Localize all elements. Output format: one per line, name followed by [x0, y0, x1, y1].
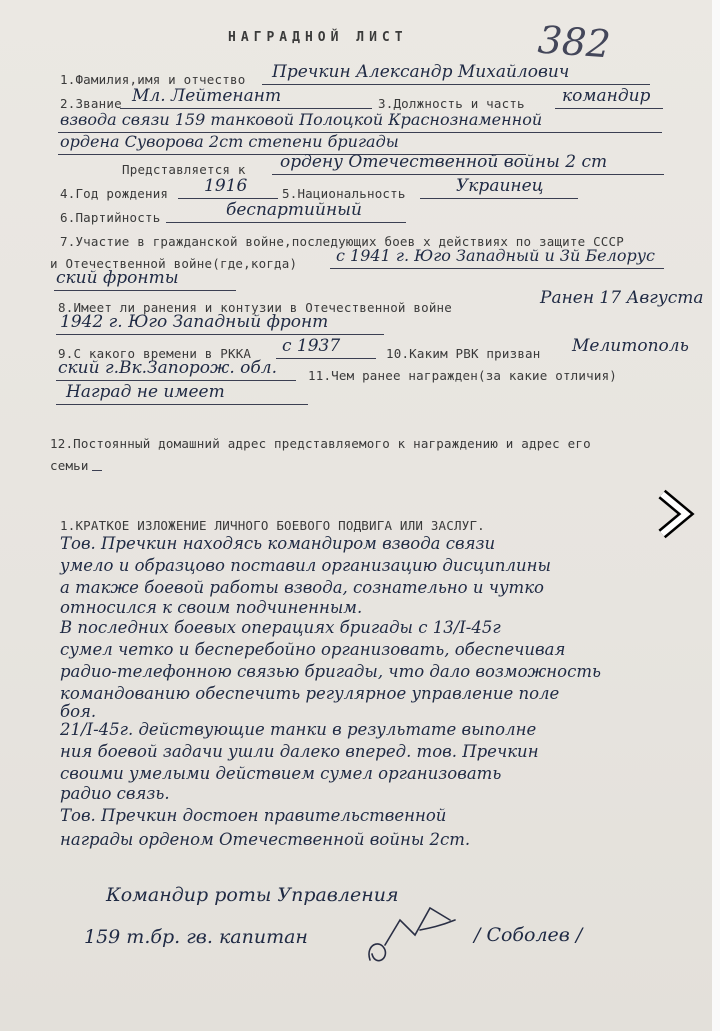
body-line: сумел четко и бесперебойно организовать, обеспечивая	[60, 640, 566, 659]
handwritten-signature	[360, 890, 470, 970]
field-12-label-2: семьи	[50, 458, 89, 473]
body-line: Тов. Пречкин находясь командиром взвода связи	[60, 534, 496, 553]
field-12-label-1: 12.Постоянный домашний адрес представляемого к награждению и адрес его	[50, 436, 591, 451]
field-4-value: 1916	[204, 176, 248, 196]
field-7-underline-1	[330, 268, 664, 269]
field-3-label: 3.Должность и часть	[378, 96, 525, 111]
field-2-value: Мл. Лейтенант	[132, 86, 282, 106]
signatory-rank: 159 т.бр. гв. капитан	[84, 926, 308, 948]
field-10-underline	[56, 380, 296, 381]
body-line: боя.	[60, 702, 97, 721]
body-line: а также боевой работы взвода, сознательно и чутко	[60, 578, 544, 597]
body-line: радио-телефонною связью бригады, что дало возможность	[60, 662, 601, 681]
field-2-underline	[120, 108, 372, 109]
body-line: относился к своим подчиненным.	[60, 598, 363, 617]
body-line: Тов. Пречкин достоен правительственной	[60, 806, 447, 825]
body-line: умело и образцово поставил организацию дисциплины	[60, 556, 551, 575]
section-2-heading: 1.КРАТКОЕ ИЗЛОЖЕНИЕ ЛИЧНОГО БОЕВОГО ПОДВИГА ИЛИ ЗАСЛУГ.	[60, 518, 485, 533]
field-9-value: с 1937	[282, 336, 341, 356]
field-5-underline	[420, 198, 578, 199]
presented-label: Представляется к	[122, 162, 246, 177]
presented-underline	[272, 174, 664, 175]
signatory-name: / Соболев /	[474, 924, 583, 946]
signatory-title: Командир роты Управления	[106, 884, 399, 906]
next-page-button[interactable]	[648, 484, 700, 544]
field-1-underline	[262, 84, 650, 85]
body-line: В последних боевых операциях бригады с 13/I-45г	[60, 618, 501, 637]
field-7-value-1: с 1941 г. Юго Западный и 3й Белорус	[336, 246, 655, 265]
presented-value: ордену Отечественной войны 2 ст	[280, 152, 608, 172]
field-8-label: 8.Имеет ли ранения и контузии в Отечественной войне	[58, 300, 453, 315]
body-line: 21/I-45г. действующие танки в результате выполне	[60, 720, 537, 739]
field-10-label: 10.Каким РВК призван	[386, 346, 541, 361]
field-7-label-2: и Отечественной войне(где,когда)	[50, 256, 298, 271]
body-line: награды орденом Отечественной войны 2ст.	[60, 830, 471, 849]
body-line: своими умелыми действием сумел организовать	[60, 764, 502, 783]
field-11-underline	[56, 404, 308, 405]
field-3-underline-1	[555, 108, 663, 109]
field-6-value: беспартийный	[226, 200, 362, 220]
chevron-right-icon	[648, 484, 700, 544]
field-3-value-3: ордена Суворова 2ст степени бригады	[60, 132, 399, 151]
field-7-underline-2	[54, 290, 236, 291]
field-8-value-1: Ранен 17 Августа	[540, 288, 704, 308]
field-6-label: 6.Партийность	[60, 210, 161, 225]
field-8-value-2: 1942 г. Юго Западный фронт	[60, 312, 329, 332]
field-12-underline	[92, 470, 102, 471]
document-title: НАГРАДНОЙ ЛИСТ	[228, 30, 408, 45]
field-11-value: Наград не имеет	[66, 382, 225, 402]
field-2-label: 2.Звание	[60, 96, 122, 111]
field-3-value-1: командир	[562, 86, 651, 106]
field-1-value: Пречкин Александр Михайлович	[272, 62, 570, 82]
field-5-value: Украинец	[456, 176, 544, 196]
field-5-label: 5.Национальность	[282, 186, 406, 201]
body-line: радио связь.	[60, 784, 170, 803]
field-4-label: 4.Год рождения	[60, 186, 169, 201]
field-4-underline	[178, 198, 278, 199]
page-edge	[712, 0, 720, 1031]
field-9-label: 9.С какого времени в РККА	[58, 346, 252, 361]
body-line: ния боевой задачи ушли далеко вперед. тов. Пречкин	[60, 742, 539, 761]
field-3-value-2: взвода связи 159 танковой Полоцкой Краснознаменной	[60, 110, 543, 129]
field-10-value-1: Мелитополь	[572, 336, 689, 356]
field-10-value-2: ский г.Вк.Запорож. обл.	[58, 358, 278, 378]
field-7-value-2: ский фронты	[56, 268, 179, 288]
archive-number: 382	[536, 17, 612, 67]
field-6-underline	[166, 222, 406, 223]
field-9-underline	[276, 358, 376, 359]
field-7-label-1: 7.Участие в гражданской войне,последующих боев х действиях по защите СССР	[60, 234, 624, 249]
field-8-underline	[56, 334, 384, 335]
body-line: командованию обеспечить регулярное управление поле	[60, 684, 560, 703]
field-1-label: 1.Фамилия,имя и отчество	[60, 72, 246, 87]
field-11-label: 11.Чем ранее награжден(за какие отличия)	[308, 368, 618, 383]
